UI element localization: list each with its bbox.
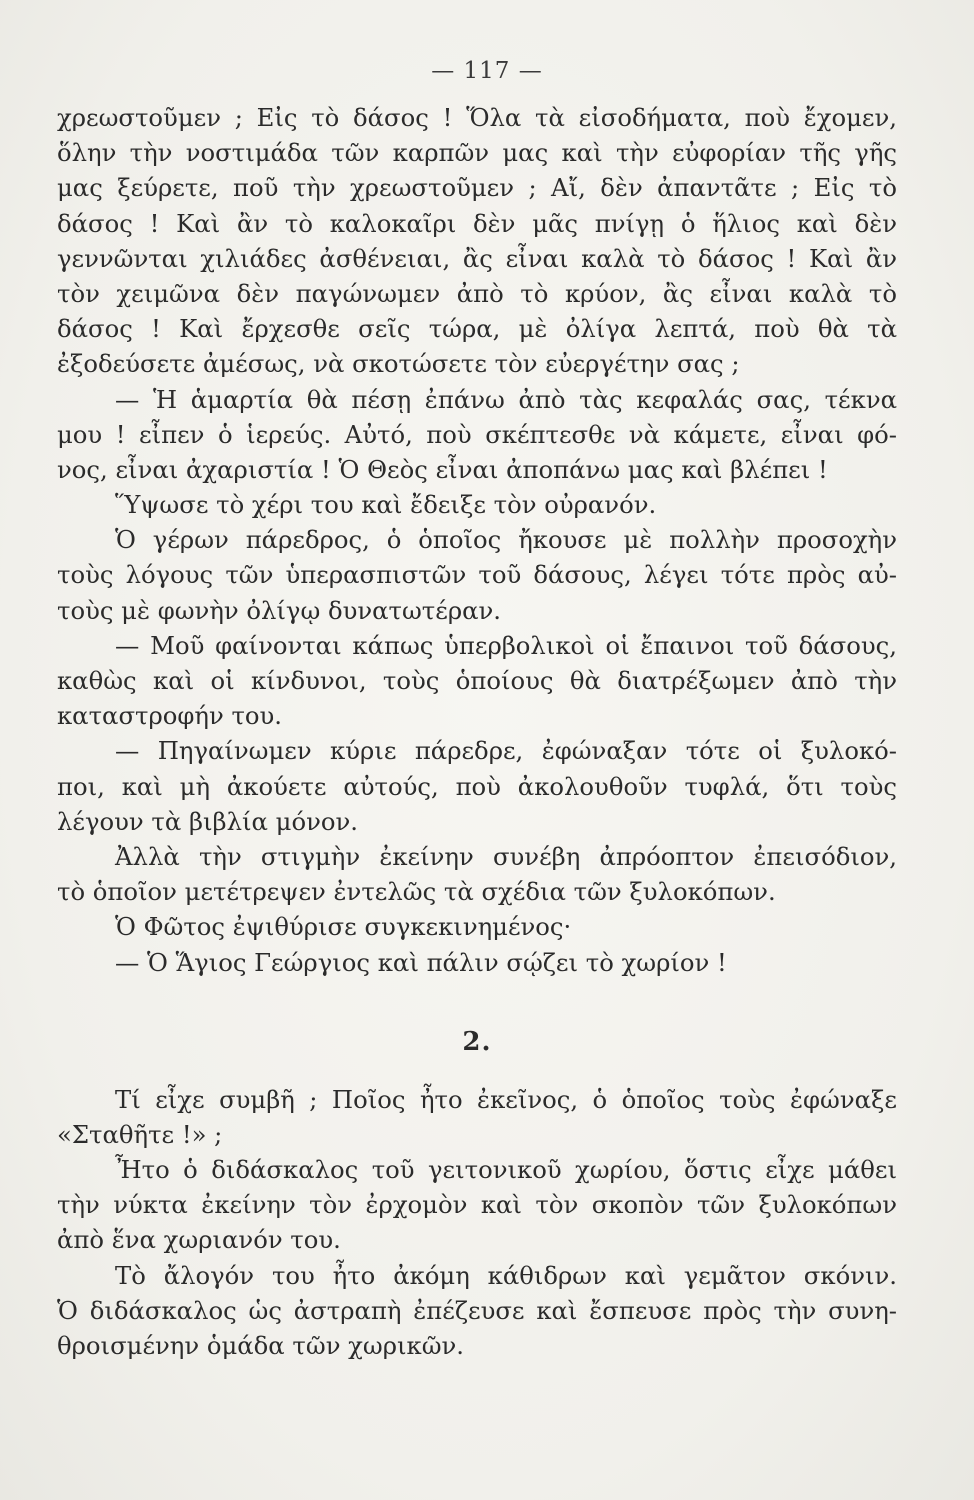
text-line: καθὼς καὶ οἱ κίνδυνοι, τοὺς ὁποίους θὰ διατρέξωμεν ἀπὸ τὴν (57, 666, 897, 695)
text-line: ποι, καὶ μὴ ἀκούετε αὐτούς, ποὺ ἀκολουθοῦν τυφλά, ὅτι τοὺς (57, 771, 897, 801)
text-line: μου ! εἶπεν ὁ ἱερεύς. Αὐτό, ποὺ σκέπτεσθε νὰ κάμετε, εἶναι φό- (57, 419, 897, 449)
text-line: Ὁ Φῶτος ἐψιθύρισε συγκεκινημένος· (115, 912, 572, 942)
text-line: μας ξεύρετε, ποῦ τὴν χρεωστοῦμεν ; Αἴ, δὲν ἀπαντᾶτε ; Εἰς τὸ (57, 173, 897, 203)
section-number: 2. (462, 1026, 492, 1057)
text-line: τὸ ὁποῖον μετέτρεψεν ἐντελῶς τὰ σχέδια τῶν ξυλοκόπων. (57, 877, 776, 907)
text-line: — Μοῦ φαίνονται κάπως ὑπερβολικοὶ οἱ ἔπαινοι τοῦ δάσους, (115, 630, 897, 660)
text-line: νος, εἶναι ἀχαριστία ! Ὁ Θεὸς εἶναι ἀποπάνω μας καὶ βλέπει ! (57, 454, 828, 484)
text-line: Ἀλλὰ τὴν στιγμὴν ἐκείνην συνέβη ἀπρόοπτον ἐπεισόδιον, (115, 841, 897, 871)
text-line: δάσος ! Καὶ ἂν τὸ καλοκαῖρι δὲν μᾶς πνίγῃ ὁ ἥλιος καὶ δὲν (57, 208, 897, 238)
section-spacer (57, 1060, 897, 1082)
text-line: Ἦτο ὁ διδάσκαλος τοῦ γειτονικοῦ χωρίου, ὅστις εἶχε μάθει (115, 1155, 897, 1185)
text-line: θροισμένην ὁμάδα τῶν χωρικῶν. (57, 1331, 465, 1360)
text-line: καταστροφήν του. (57, 701, 283, 731)
text-line: «Σταθῆτε !» ; (57, 1119, 223, 1149)
text-line: — Ὁ Ἅγιος Γεώργιος καὶ πάλιν σῴζει τὸ χωρίον ! (115, 947, 727, 977)
text-line: γεννῶνται χιλιάδες ἀσθένειαι, ἂς εἶναι καλὰ τὸ δάσος ! Καὶ ἂν (57, 243, 897, 273)
text-line: τὸν χειμῶνα δὲν παγώνωμεν ἀπὸ τὸ κρύον, ἂς εἶναι καλὰ τὸ (57, 278, 897, 308)
text-line: λέγουν τὰ βιβλία μόνον. (57, 806, 358, 836)
text-line: τὴν νύκτα ἐκείνην τὸν ἐρχομὸν καὶ τὸν σκοπὸν τῶν ξυλοκόπων (57, 1190, 897, 1220)
text-line: ἀπὸ ἕνα χωριανόν του. (57, 1225, 341, 1255)
page-number: — 117 — (431, 58, 543, 84)
section-spacer (57, 980, 897, 1024)
text-line: ἐξοδεύσετε ἀμέσως, νὰ σκοτώσετε τὸν εὐεργέτην σας ; (57, 349, 740, 379)
text-line: Ὁ γέρων πάρεδρος, ὁ ὁποῖος ἤκουσε μὲ πολλὴν προσοχὴν (115, 525, 897, 555)
text-line: χρεωστοῦμεν ; Εἰς τὸ δάσος ! Ὅλα τὰ εἰσοδήματα, ποὺ ἔχομεν, (57, 103, 897, 132)
text-line: — Ἡ ἁμαρτία θὰ πέσῃ ἐπάνω ἀπὸ τὰς κεφαλάς σας, τέκνα (115, 384, 897, 414)
text-line: — Πηγαίνωμεν κύριε πάρεδρε, ἐφώναξαν τότε οἱ ξυλοκό- (115, 736, 897, 766)
text-line: δάσος ! Καὶ ἔρχεσθε σεῖς τώρα, μὲ ὀλίγα λεπτά, ποὺ θὰ τὰ (57, 314, 897, 344)
text-line: Τὸ ἄλογόν του ἦτο ἀκόμη κάθιδρων καὶ γεμᾶτον σκόνιν. (115, 1260, 897, 1290)
body-text (57, 100, 897, 1363)
text-line: Ὕψωσε τὸ χέρι του καὶ ἔδειξε τὸν οὐρανόν. (115, 490, 657, 520)
text-line: τοὺς λόγους τῶν ὑπερασπιστῶν τοῦ δάσους, λέγει τότε πρὸς αὐ- (57, 560, 897, 590)
text-line: Τί εἶχε συμβῆ ; Ποῖος ἦτο ἐκεῖνος, ὁ ὁποῖος τοὺς ἐφώναξε (115, 1084, 897, 1114)
text-line: Ὁ διδάσκαλος ὡς ἀστραπὴ ἐπέζευσε καὶ ἔσπευσε πρὸς τὴν συνη- (57, 1295, 897, 1325)
text-line: ὅλην τὴν νοστιμάδα τῶν καρπῶν μας καὶ τὴν εὐφορίαν τῆς γῆς (57, 138, 897, 168)
text-line: τοὺς μὲ φωνὴν ὀλίγῳ δυνατωτέραν. (57, 595, 502, 625)
